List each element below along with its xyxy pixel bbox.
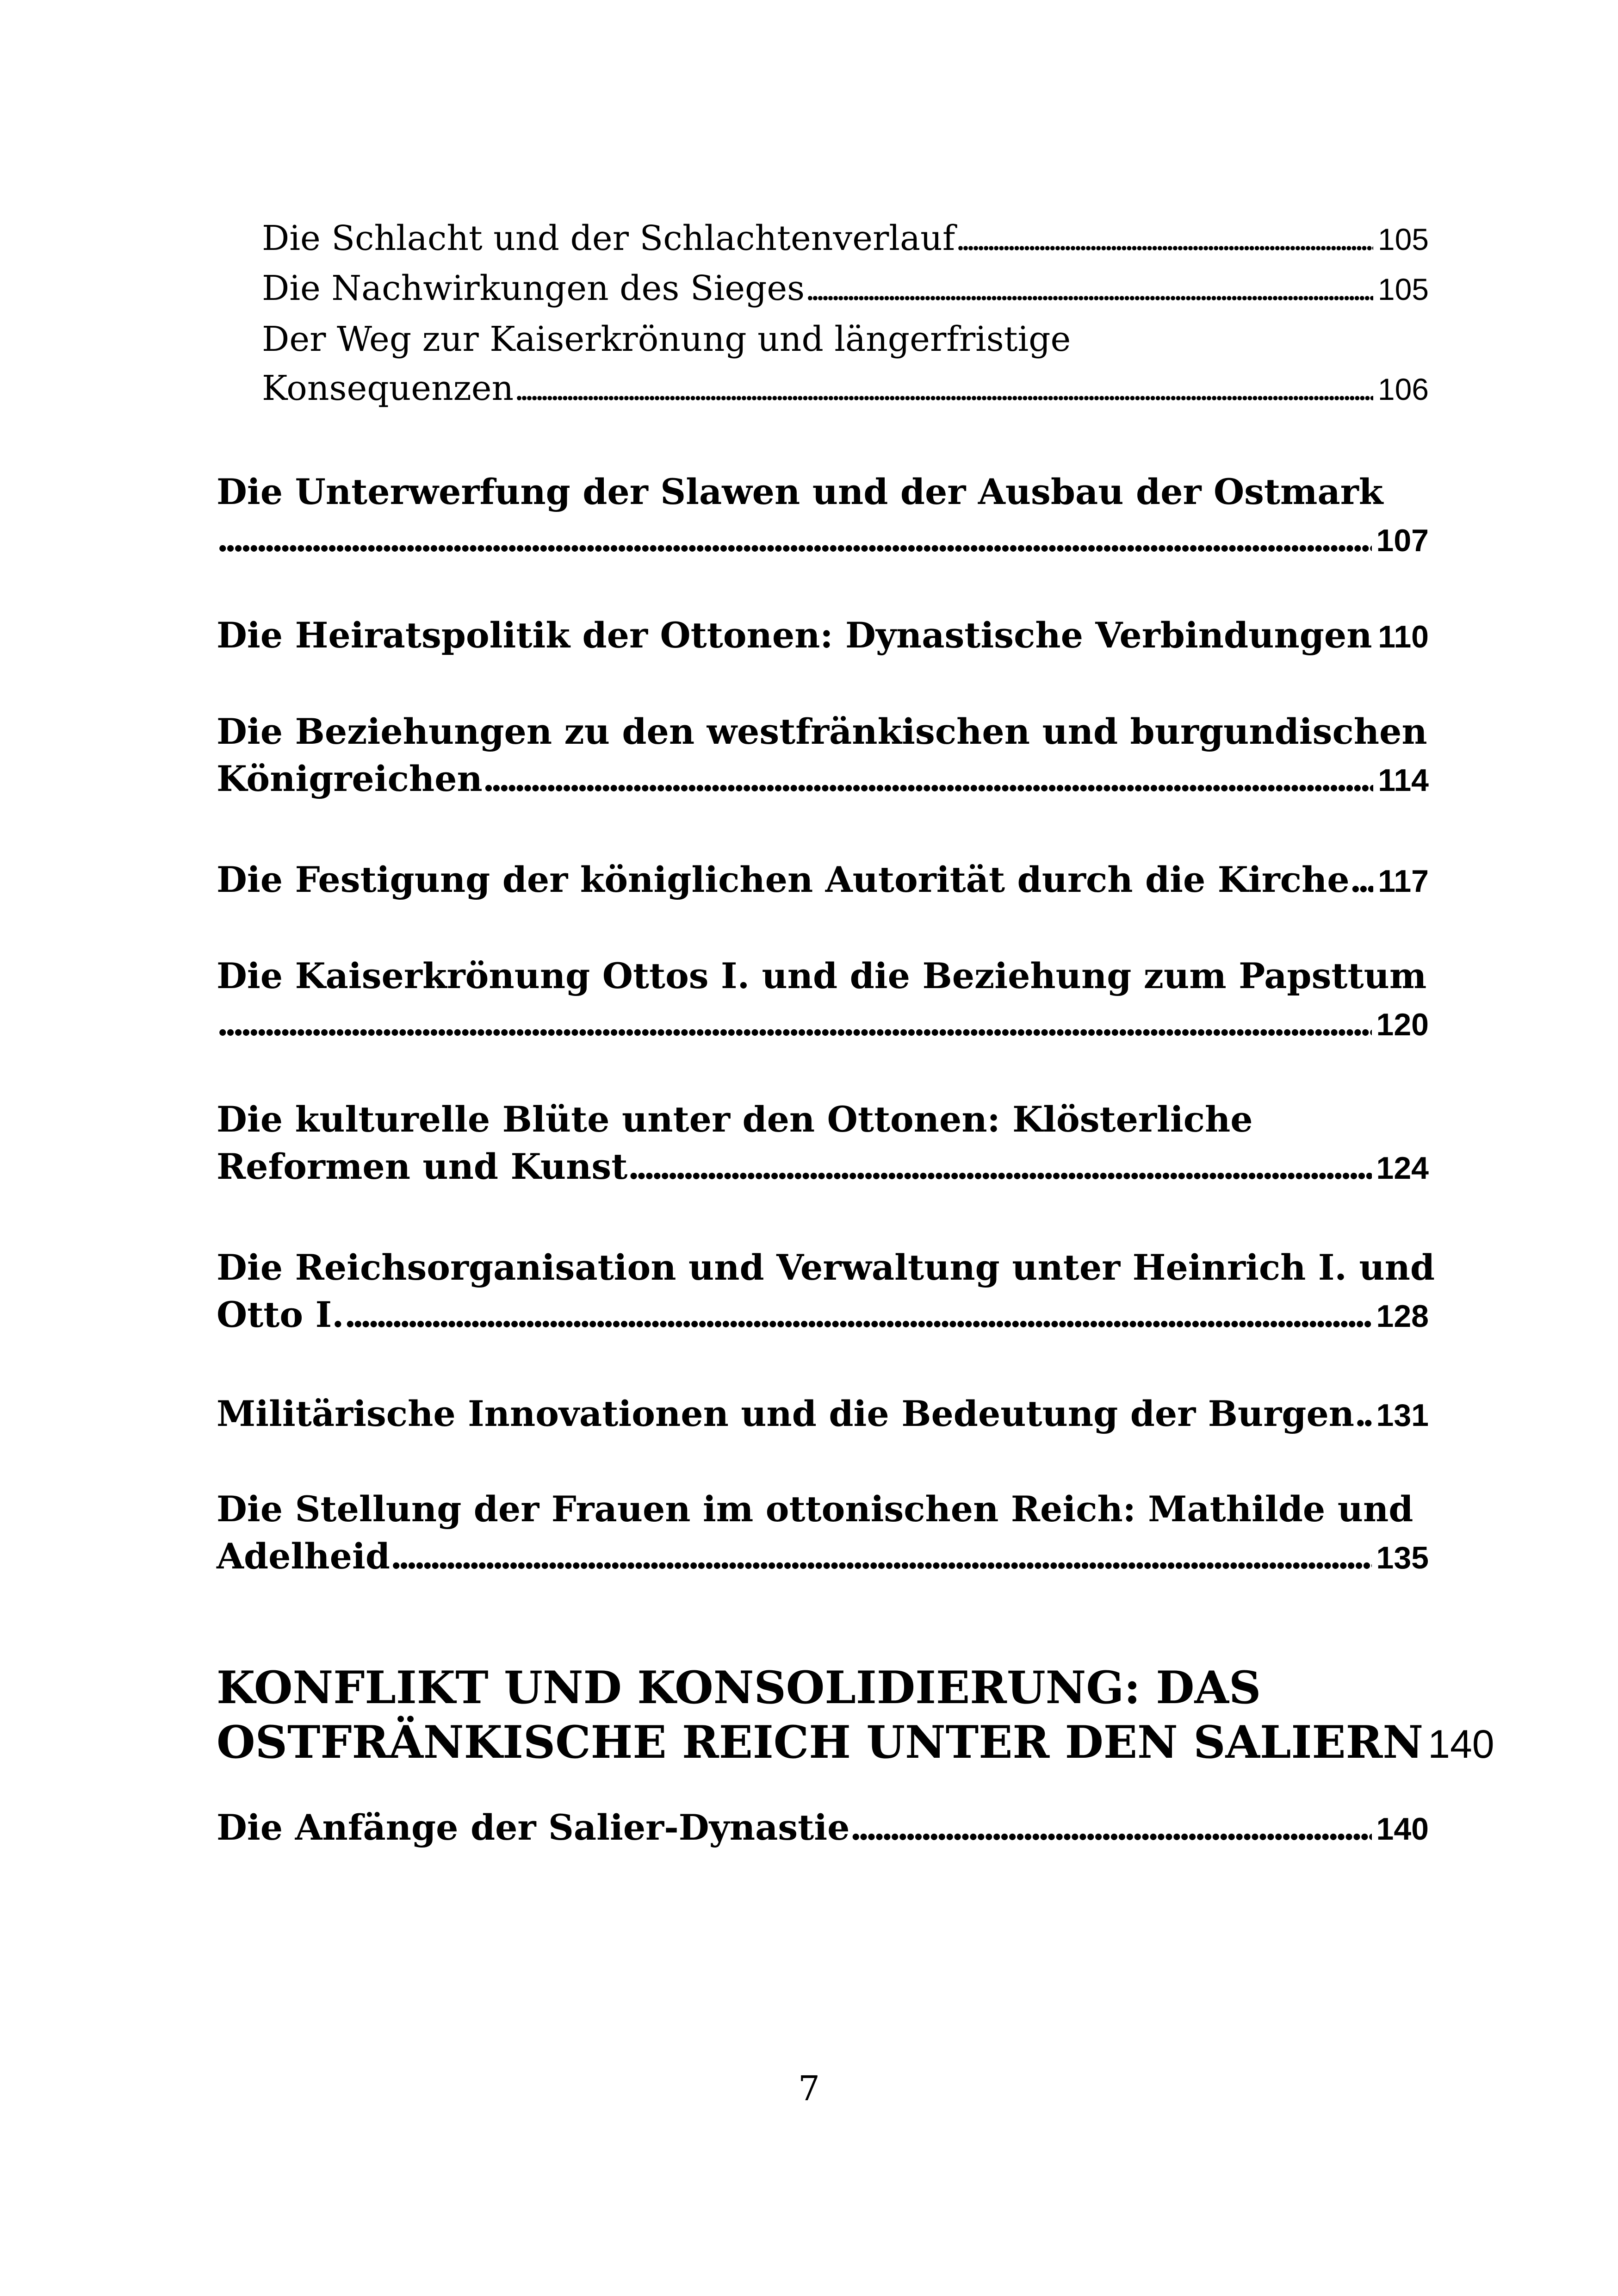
entry-title: Reformen und Kunst [217, 1146, 628, 1187]
entry-title: Die Festigung der königlichen Autorität durch die Kirche [217, 859, 1350, 900]
entry-page: 107 [1376, 523, 1429, 558]
dot-leader [344, 1291, 1372, 1338]
toc-entry [217, 1804, 1429, 1853]
entry-title: Adelheid [217, 1536, 390, 1577]
dot-leader [390, 1533, 1372, 1580]
toc-entry [217, 1096, 1429, 1192]
toc-entry [217, 1390, 1429, 1439]
entry-page: 114 [1378, 763, 1429, 798]
entry-page: 110 [1378, 619, 1429, 654]
entry-page: 120 [1376, 1007, 1429, 1042]
dot-leader [1354, 1390, 1371, 1437]
dot-leader [217, 1000, 1372, 1047]
entry-title-line: Die Unterwerfung der Slawen und der Ausbau der Ostmark [217, 471, 1383, 512]
entry-page: 128 [1376, 1299, 1429, 1334]
entry-page: 105 [1377, 272, 1429, 306]
entry-title-line: Die Reichsorganisation und Verwaltung unter Heinrich I. und [217, 1247, 1435, 1288]
entry-page: 124 [1376, 1151, 1429, 1186]
entry-page: 117 [1378, 864, 1429, 899]
dot-leader [955, 214, 1373, 263]
dot-leader [805, 264, 1373, 313]
entry-title-line: Die Kaiserkrönung Ottos I. und die Beziehung zum Papsttum [217, 955, 1427, 996]
dot-leader [483, 755, 1374, 803]
entry-title-line: Der Weg zur Kaiserkrönung und längerfristige [262, 319, 1071, 359]
entry-title-line: Die Beziehungen zu den westfränkischen und burgundischen [217, 711, 1427, 752]
chapter-title-line: KONFLIKT UND KONSOLIDIERUNG: DAS [217, 1661, 1261, 1714]
entry-title: Die Nachwirkungen des Sieges [262, 268, 805, 308]
toc-chapter-entry [217, 1661, 1494, 1772]
entry-title: Otto I. [217, 1294, 344, 1335]
entry-page: 106 [1377, 372, 1429, 406]
toc-subentry [262, 315, 1429, 414]
entry-page: 131 [1376, 1398, 1429, 1433]
toc-subentry [262, 264, 1429, 314]
toc-entry [217, 856, 1429, 905]
toc-entry [217, 612, 1429, 660]
chapter-page: 140 [1428, 1722, 1494, 1767]
page-number: 7 [798, 2069, 820, 2109]
entry-title: Die Anfänge der Salier-Dynastie [217, 1807, 850, 1848]
entry-title: Militärische Innovationen und die Bedeutung der Burgen [217, 1393, 1355, 1434]
entry-page: 140 [1376, 1811, 1429, 1847]
chapter-title: OSTFRÄNKISCHE REICH UNTER DEN SALIERN [217, 1716, 1424, 1768]
toc-entry [217, 708, 1429, 804]
entry-title: Königreichen [217, 758, 483, 799]
dot-leader [217, 516, 1372, 563]
toc-entry [217, 1486, 1429, 1581]
dot-leader [1350, 856, 1374, 903]
toc-subentry [262, 214, 1429, 264]
dot-leader [849, 1804, 1371, 1851]
entry-page: 105 [1377, 222, 1429, 256]
entry-title: Die Heiratspolitik der Ottonen: Dynastische Verbindungen [217, 615, 1372, 656]
entry-title-line: Die Stellung der Frauen im ottonischen Reich: Mathilde und [217, 1488, 1413, 1530]
entry-title: Konsequenzen [262, 368, 514, 408]
entry-title-line: Die kulturelle Blüte unter den Ottonen: Klösterliche [217, 1099, 1253, 1140]
entry-title: Die Schlacht und der Schlachtenverlauf [262, 218, 955, 258]
toc-entry [217, 468, 1429, 564]
dot-leader [627, 1143, 1371, 1190]
dot-leader [514, 364, 1373, 413]
entry-page: 135 [1376, 1540, 1429, 1575]
toc-entry [217, 952, 1429, 1048]
toc-entry [217, 1244, 1435, 1340]
